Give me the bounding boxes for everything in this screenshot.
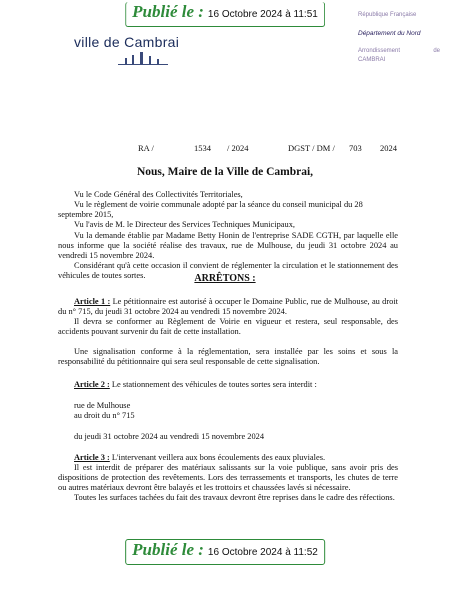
- request-paragraph: Vu la demande établie par Madame Betty Honin de l'entreprise SADE CGTH, par laquelle elle nous informe que la société réalise des travaux, rue de Mulhouse, du jeudi 31 octobre 2024 au vendredi 15 novembre 2024.: [58, 231, 398, 260]
- republic-label: République Française: [358, 12, 417, 18]
- article-2-label: Article 2 :: [74, 380, 110, 389]
- published-datetime: 16 Octobre 2024 à 11:51: [207, 9, 318, 20]
- ra-label: RA /: [138, 143, 154, 153]
- preamble-item: Vu le Code Général des Collectivités Territoriales,: [74, 190, 243, 199]
- administration-block: [358, 11, 440, 65]
- ra-number: 1534: [194, 143, 211, 153]
- published-datetime: 16 Octobre 2024 à 11:52: [207, 547, 318, 558]
- arrondissement-name: CAMBRAI: [358, 57, 386, 63]
- dgst-label: DGST / DM /: [288, 143, 335, 153]
- article-2-location: au droit du n° 715: [74, 411, 135, 420]
- preamble: [58, 190, 398, 230]
- published-label: Publié le :: [132, 2, 204, 21]
- article-1: [58, 297, 398, 367]
- considering-paragraph: Considérant qu'à cette occasion il convient de réglementer la circulation et le stationnement des véhicules de toutes sortes.: [58, 261, 398, 280]
- logo-text: ville de Cambrai: [74, 34, 180, 50]
- article-3: [58, 453, 398, 503]
- page-title: Nous, Maire de la Ville de Cambrai,: [136, 166, 314, 178]
- dgst-year: 2024: [380, 143, 397, 153]
- article-2-period: du jeudi 31 octobre 2024 au vendredi 15 novembre 2024: [74, 432, 265, 441]
- article-1-paragraph: Il devra se conformer au Règlement de Voirie en vigueur et restera, seul responsable, des accidents pouvant survenir du fait de cette installation.: [58, 317, 398, 336]
- department-label: Département du Nord: [358, 30, 421, 37]
- belfry-icon: [118, 51, 168, 67]
- article-1-label: Article 1 :: [74, 297, 111, 306]
- article-2-text: Le stationnement des véhicules de toutes sortes sera interdit :: [109, 380, 317, 389]
- city-logo: [74, 34, 184, 64]
- preamble-item: Vu l'avis de M. le Directeur des Services Techniques Municipaux,: [74, 220, 295, 229]
- preamble-item: Vu le règlement de voirie communale adopté par la séance du conseil municipal du 28 septembre 2015,: [58, 200, 363, 219]
- article-2: [58, 380, 398, 442]
- arretons-heading: ARRÊTONS :: [194, 273, 256, 284]
- article-1-text: Le pétitionnaire est autorisé à occuper le Domaine Public, rue de Mulhouse, au droit du n° 715, du jeudi 31 octobre 2024 au vendredi 15 novembre 2024.: [58, 297, 398, 316]
- published-stamp-top: [125, 2, 325, 27]
- dgst-number: 703: [349, 143, 362, 153]
- published-label: Publié le :: [132, 540, 204, 559]
- article-2-location: rue de Mulhouse: [74, 401, 131, 410]
- article-3-label: Article 3 :: [74, 453, 110, 462]
- arrondissement-label: Arrondissement de: [358, 48, 440, 54]
- article-3-paragraph: Toutes les surfaces tachées du fait des travaux devront être reprises dans le cadre des réfections.: [74, 493, 395, 502]
- article-1-paragraph: Une signalisation conforme à la réglementation, sera installée par les soins et sous la responsabilité du pétitionnaire qui sera seul responsable de cette signalisation.: [58, 347, 398, 366]
- article-3-text: L'intervenant veillera aux bons écoulements des eaux pluviales.: [109, 453, 326, 462]
- ra-year: / 2024: [227, 143, 249, 153]
- article-3-paragraph: Il est interdit de préparer des matériaux salissants sur la voie publique, sans avoir pris des dispositions de protection des revêtements. Lors des terrassements et transports, les chutes de terre ou autres matériaux devront être balayés et les trottoirs et chaussées lavés si nécessaire.: [58, 463, 398, 492]
- published-stamp-bottom: [125, 539, 325, 565]
